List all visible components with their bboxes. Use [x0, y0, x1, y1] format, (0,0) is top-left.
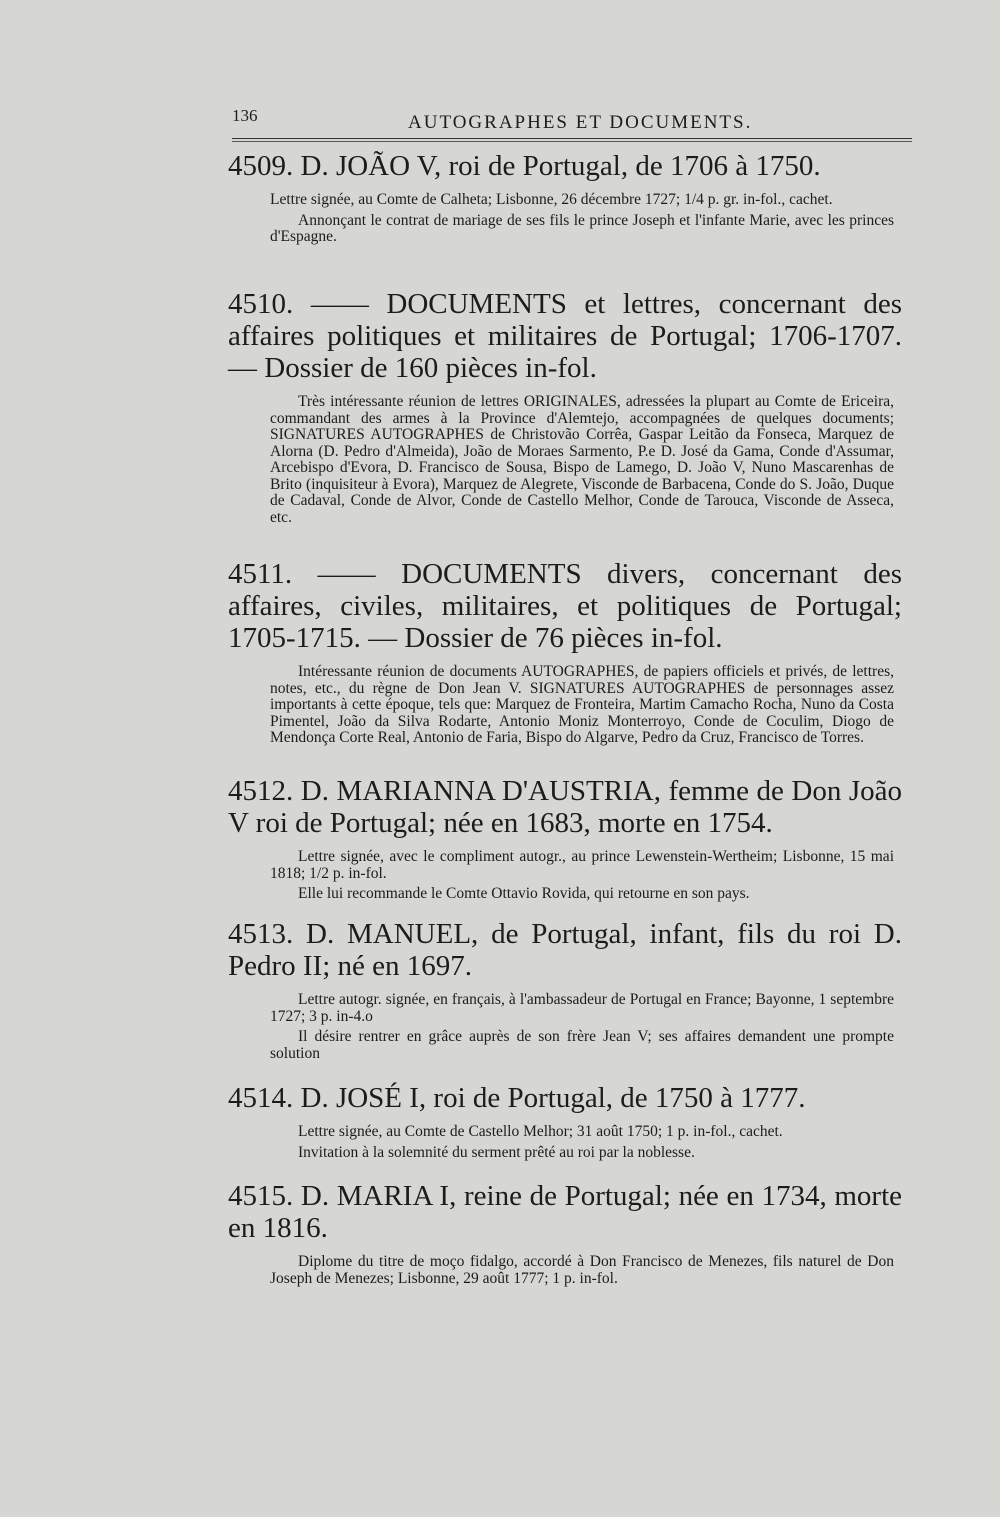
entry-description: Lettre signée, au Comte de Calheta; Lisbonne, 26 décembre 1727; 1/4 p. gr. in-fol., cachet.	[270, 191, 833, 208]
catalog-entry-4513	[228, 918, 902, 1062]
catalog-entry-4514	[228, 1082, 902, 1161]
entry-title: 4513. D. MANUEL, de Portugal, infant, fils du roi D. Pedro II; né en 1697.	[228, 918, 902, 982]
entry-title: 4510. —— DOCUMENTS et lettres, concernant des affaires politiques et militaires de Portugal; 1706-1707. — Dossier de 160 pièces in-fol.	[228, 288, 902, 384]
entry-description: Intéressante réunion de documents AUTOGRAPHES, de papiers officiels et privés, de lettres, notes, etc., du règne de Don Jean V. SIGNATURES AUTOGRAPHES de personnages assez importants à cette époque, tels que: Marquez de Fronteira, Martim Camacho Rocha, Nuno da Costa Pimentel, João da Silva Rodarte, Antonio Moniz Monterroyo, Conde de Coculim, Diogo de Mendonça Corte Real, Antonio de Faria, Bispo do Algarve, Pedro da Cruz, Francisco de Torres.	[270, 663, 894, 746]
entry-title: 4514. D. JOSÉ I, roi de Portugal, de 1750 à 1777.	[228, 1082, 806, 1114]
entry-title: 4512. D. MARIANNA D'AUSTRIA, femme de Don João V roi de Portugal; née en 1683, morte en 1754.	[228, 775, 902, 839]
entry-note: Elle lui recommande le Comte Ottavio Rovida, qui retourne en son pays.	[298, 885, 750, 902]
entry-description: Lettre signée, au Comte de Castello Melhor; 31 août 1750; 1 p. in-fol., cachet.	[298, 1123, 783, 1140]
entry-description: Lettre signée, avec le compliment autogr., au prince Lewenstein-Wertheim; Lisbonne, 15 mai 1818; 1/2 p. in-fol.	[270, 848, 894, 882]
entry-description: Lettre autogr. signée, en français, à l'ambassadeur de Portugal en France; Bayonne, 1 septembre 1727; 3 p. in-4.o	[270, 991, 894, 1025]
entry-note: Il désire rentrer en grâce auprès de son frère Jean V; ses affaires demandent une prompte solution	[270, 1028, 894, 1062]
entry-title: 4511. —— DOCUMENTS divers, concernant des affaires, civiles, militaires, et politiques de Portugal; 1705-1715. — Dossier de 76 pièces in-fol.	[228, 558, 902, 654]
entry-title: 4515. D. MARIA I, reine de Portugal; née en 1734, morte en 1816.	[228, 1180, 902, 1244]
running-title: AUTOGRAPHES ET DOCUMENTS.	[408, 112, 753, 133]
entry-description: Très intéressante réunion de lettres ORIGINALES, adressées la plupart au Comte de Ericeira, commandant des armes à la Province d'Alemtejo, accompagnées de quelques documents; SIGNATURES AUTOGRAPHES de Christovão Corrêa, Gaspar Leitão da Fonseca, Marquez de Alorna (D. Pedro d'Almeida), João de Moraes Sarmento, P.e D. José da Gama, Conde d'Assumar, Arcebispo d'Evora, D. Francisco de Sousa, Bispo de Lamego, D. João V, Nuno Mascarenhas de Brito (inquisiteur à Evora), Marquez de Alegrete, Visconde de Barbacena, Conde do S. João, Duque de Cadaval, Conde de Alvor, Conde de Castello Melhor, Conde de Tarouca, Visconde de Asseca, etc.	[270, 393, 894, 526]
page-number: 136	[232, 106, 258, 125]
catalog-entry-4511	[228, 558, 902, 747]
entry-title: 4509. D. JOÃO V, roi de Portugal, de 1706 à 1750.	[228, 150, 821, 182]
entry-description: Diplome du titre de moço fidalgo, accordé à Don Francisco de Menezes, fils naturel de Don Joseph de Menezes; Lisbonne, 29 août 1777; 1 p. in-fol.	[270, 1253, 894, 1287]
entry-note: Invitation à la solemnité du serment prêté au roi par la noblesse.	[298, 1143, 695, 1161]
entry-note: Annonçant le contrat de mariage de ses fils le prince Joseph et l'infante Marie, avec les princes d'Espagne.	[270, 211, 894, 245]
catalog-entry-4509	[228, 150, 902, 246]
catalog-entry-4512	[228, 775, 902, 903]
catalog-entry-4515	[228, 1180, 902, 1287]
page-header	[232, 104, 912, 139]
catalog-entry-4510	[228, 288, 902, 526]
